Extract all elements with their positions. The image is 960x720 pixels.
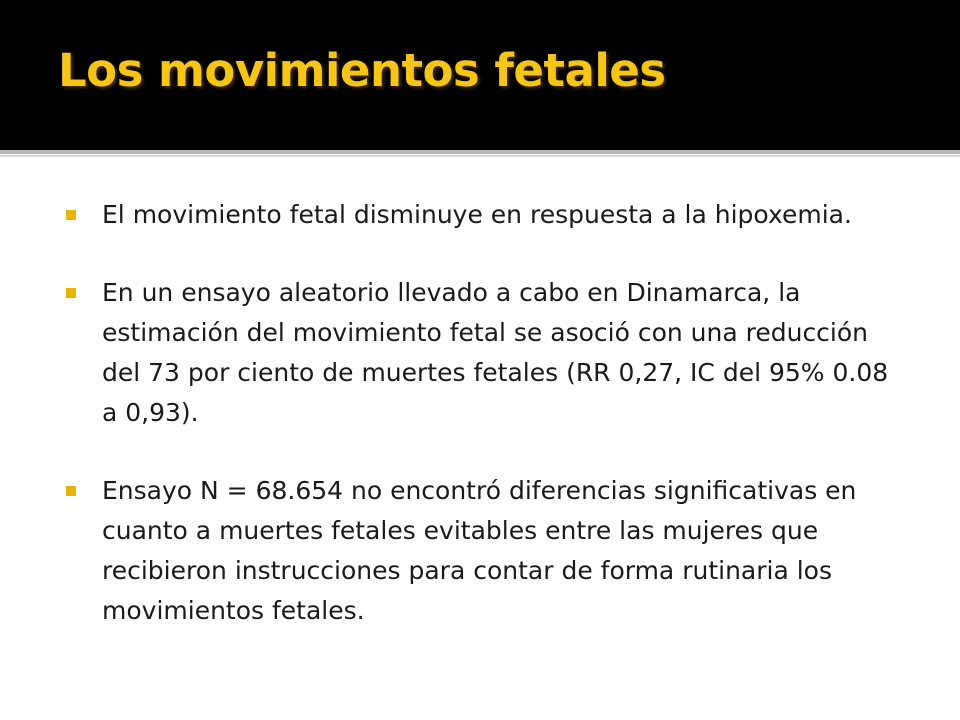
bullet-text: Ensayo N = 68.654 no encontró diferencias significativas en cuanto a muertes fetales evitables entre las mujeres que recibieron instrucciones para contar de forma rutinaria los movimientos fetales. — [102, 476, 857, 625]
bullet-item — [62, 195, 902, 235]
divider-line-thin — [0, 155, 960, 157]
bullet-text: En un ensayo aleatorio llevado a cabo en Dinamarca, la estimación del movimiento fetal se asoció con una reducción del 73 por ciento de muertes fetales (RR 0,27, IC del 95% 0.08 a 0,93). — [102, 278, 889, 427]
bullet-list — [62, 195, 902, 669]
square-bullet-icon — [66, 486, 76, 496]
divider-line — [0, 150, 960, 154]
slide-title: Los movimientos fetales — [58, 44, 666, 97]
bullet-item — [62, 471, 902, 631]
square-bullet-icon — [66, 288, 76, 298]
bullet-item — [62, 273, 902, 433]
title-band — [0, 0, 960, 150]
bullet-text: El movimiento fetal disminuye en respuesta a la hipoxemia. — [102, 200, 852, 229]
square-bullet-icon — [66, 210, 76, 220]
